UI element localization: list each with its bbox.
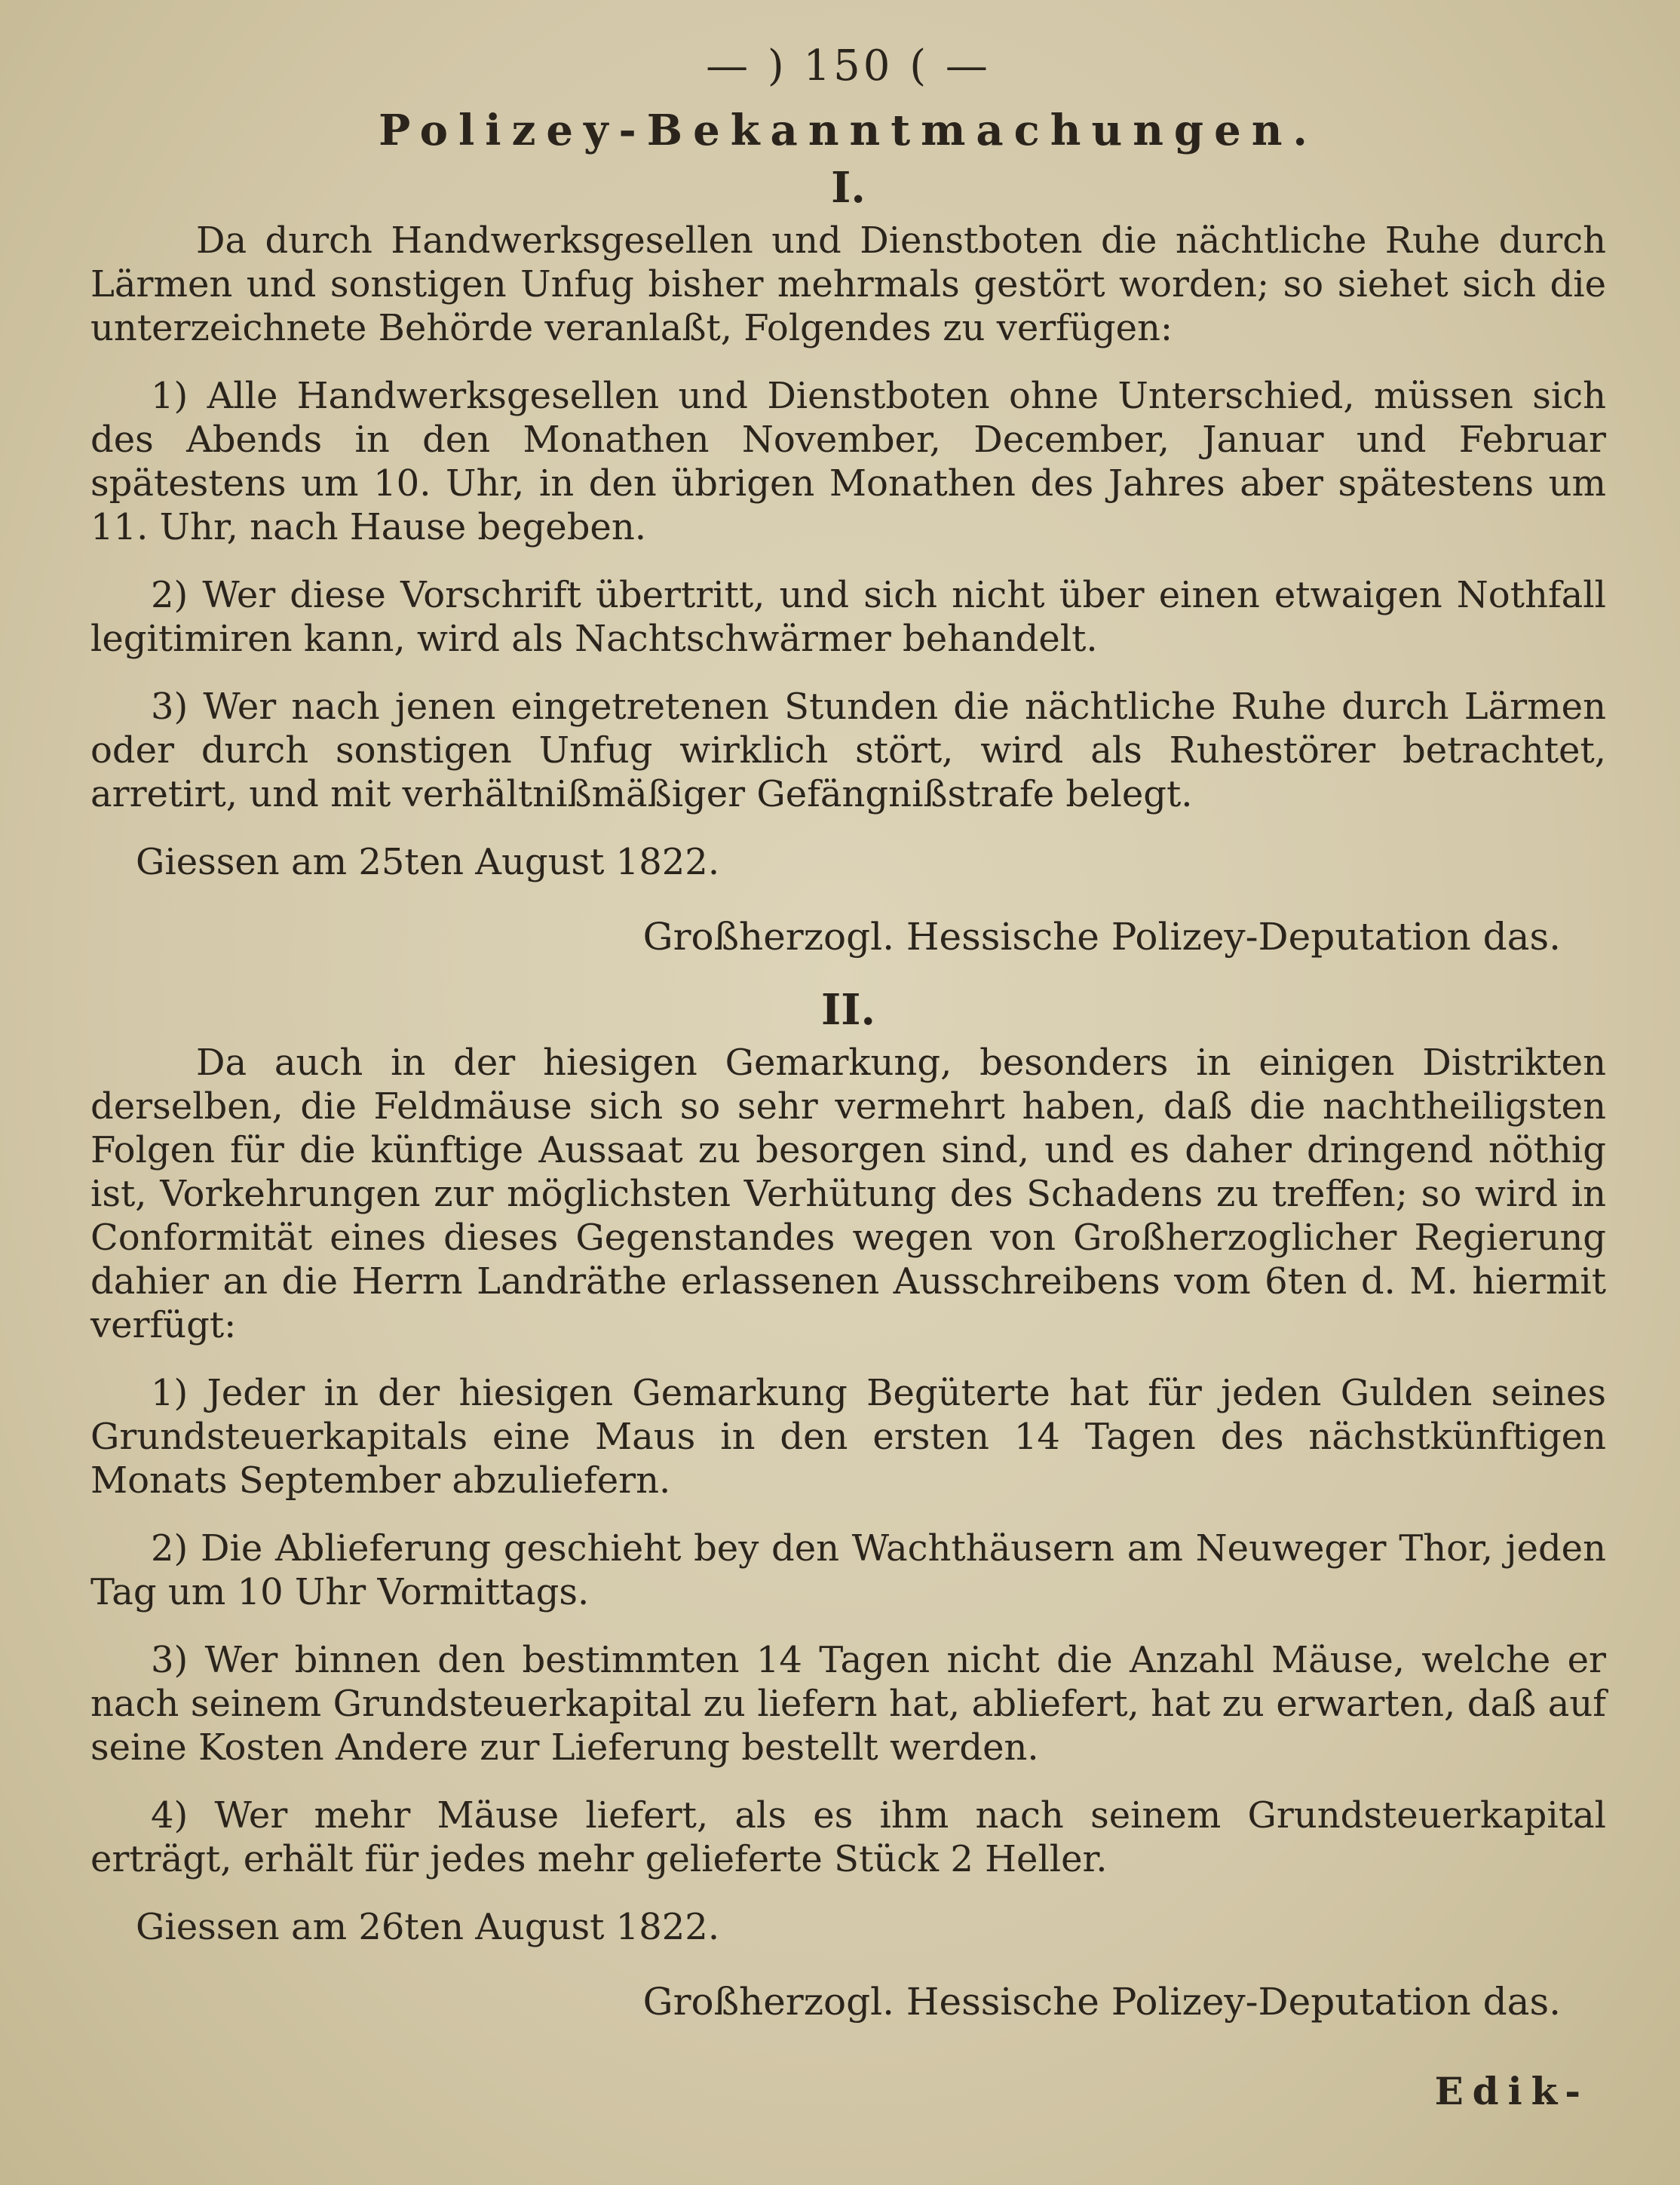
page-number: — ) 150 ( — [706,41,991,91]
section-2 [90,985,1606,2024]
section-2-numeral: II. [821,985,875,1035]
section-2-date: Giessen am 26ten August 1822. [136,1906,720,1948]
section-2-item-4: 4) Wer mehr Mäuse liefert, als es ihm nach seinem Grundsteuerkapital erträgt, erhält für jedes mehr gelieferte Stück 2 Heller. [90,1794,1606,1880]
section-1-item-3: 3) Wer nach jenen eingetretenen Stunden die nächtliche Ruhe durch Lärmen oder durch sonstigen Unfug wirklich stört, wird als Ruhestörer betrachtet, arretirt, und mit verhältnißmäßiger Gefängnißstrafe belegt. [90,686,1606,815]
section-1-signature: Großherzogl. Hessische Polizey-Deputation das. [642,915,1561,959]
section-2-item-3: 3) Wer binnen den bestimmten 14 Tagen nicht die Anzahl Mäuse, welche er nach seinem Grundsteuerkapital zu liefern hat, abliefert, hat zu erwarten, daß auf seine Kosten Andere zur Lieferung bestellt werden. [90,1639,1606,1769]
section-1-item-1: 1) Alle Handwerksgesellen und Dienstboten ohne Unterschied, müssen sich des Abends in den Monathen November, December, Januar und Februar spätestens um 10. Uhr, in den übrigen Monathen des Jahres aber spätestens um 11. Uhr, nach Hause begeben. [90,375,1606,548]
section-1-date: Giessen am 25ten August 1822. [136,841,720,883]
section-2-item-2: 2) Die Ablieferung geschieht bey den Wachthäusern am Neuweger Thor, jeden Tag um 10 Uhr Vormittags. [90,1527,1606,1613]
section-2-intro: Da auch in der hiesigen Gemarkung, besonders in einigen Distrikten derselben, die Feldmäuse sich so sehr vermehrt haben, daß die nachtheiligsten Folgen für die künftige Aussaat zu besorgen sind, und es daher dringend nöthig ist, Vorkehrungen zur möglichsten Verhütung des Schadens zu treffen; so wird in Conformität eines dieses Gegenstandes wegen von Großherzoglicher Regierung dahier an die Herrn Landräthe erlassenen Ausschreibens vom 6ten d. M. hiermit verfügt: [90,1042,1606,1346]
section-2-signature: Großherzogl. Hessische Polizey-Deputation das. [642,1980,1561,2024]
section-1-intro: Da durch Handwerksgesellen und Dienstboten die nächtliche Ruhe durch Lärmen und sonstigen Unfug bisher mehrmals gestört worden; so siehet sich die unterzeichnete Behörde veranlaßt, Folgendes zu verfügen: [90,219,1606,349]
section-1 [90,163,1606,959]
page-title: Polizey-Bekanntmachungen. [379,106,1318,155]
section-1-item-2: 2) Wer diese Vorschrift übertritt, und sich nicht über einen etwaigen Nothfall legitimiren kann, wird als Nachtschwärmer behandelt. [90,574,1606,660]
section-1-numeral: I. [831,163,866,213]
section-2-item-1: 1) Jeder in der hiesigen Gemarkung Begüterte hat für jeden Gulden seines Grundsteuerkapitals eine Maus in den ersten 14 Tagen des nächstkünftigen Monats September abzuliefern. [90,1372,1606,1502]
page-content [90,41,1606,2050]
catchword: Edik- [1434,2069,1590,2113]
